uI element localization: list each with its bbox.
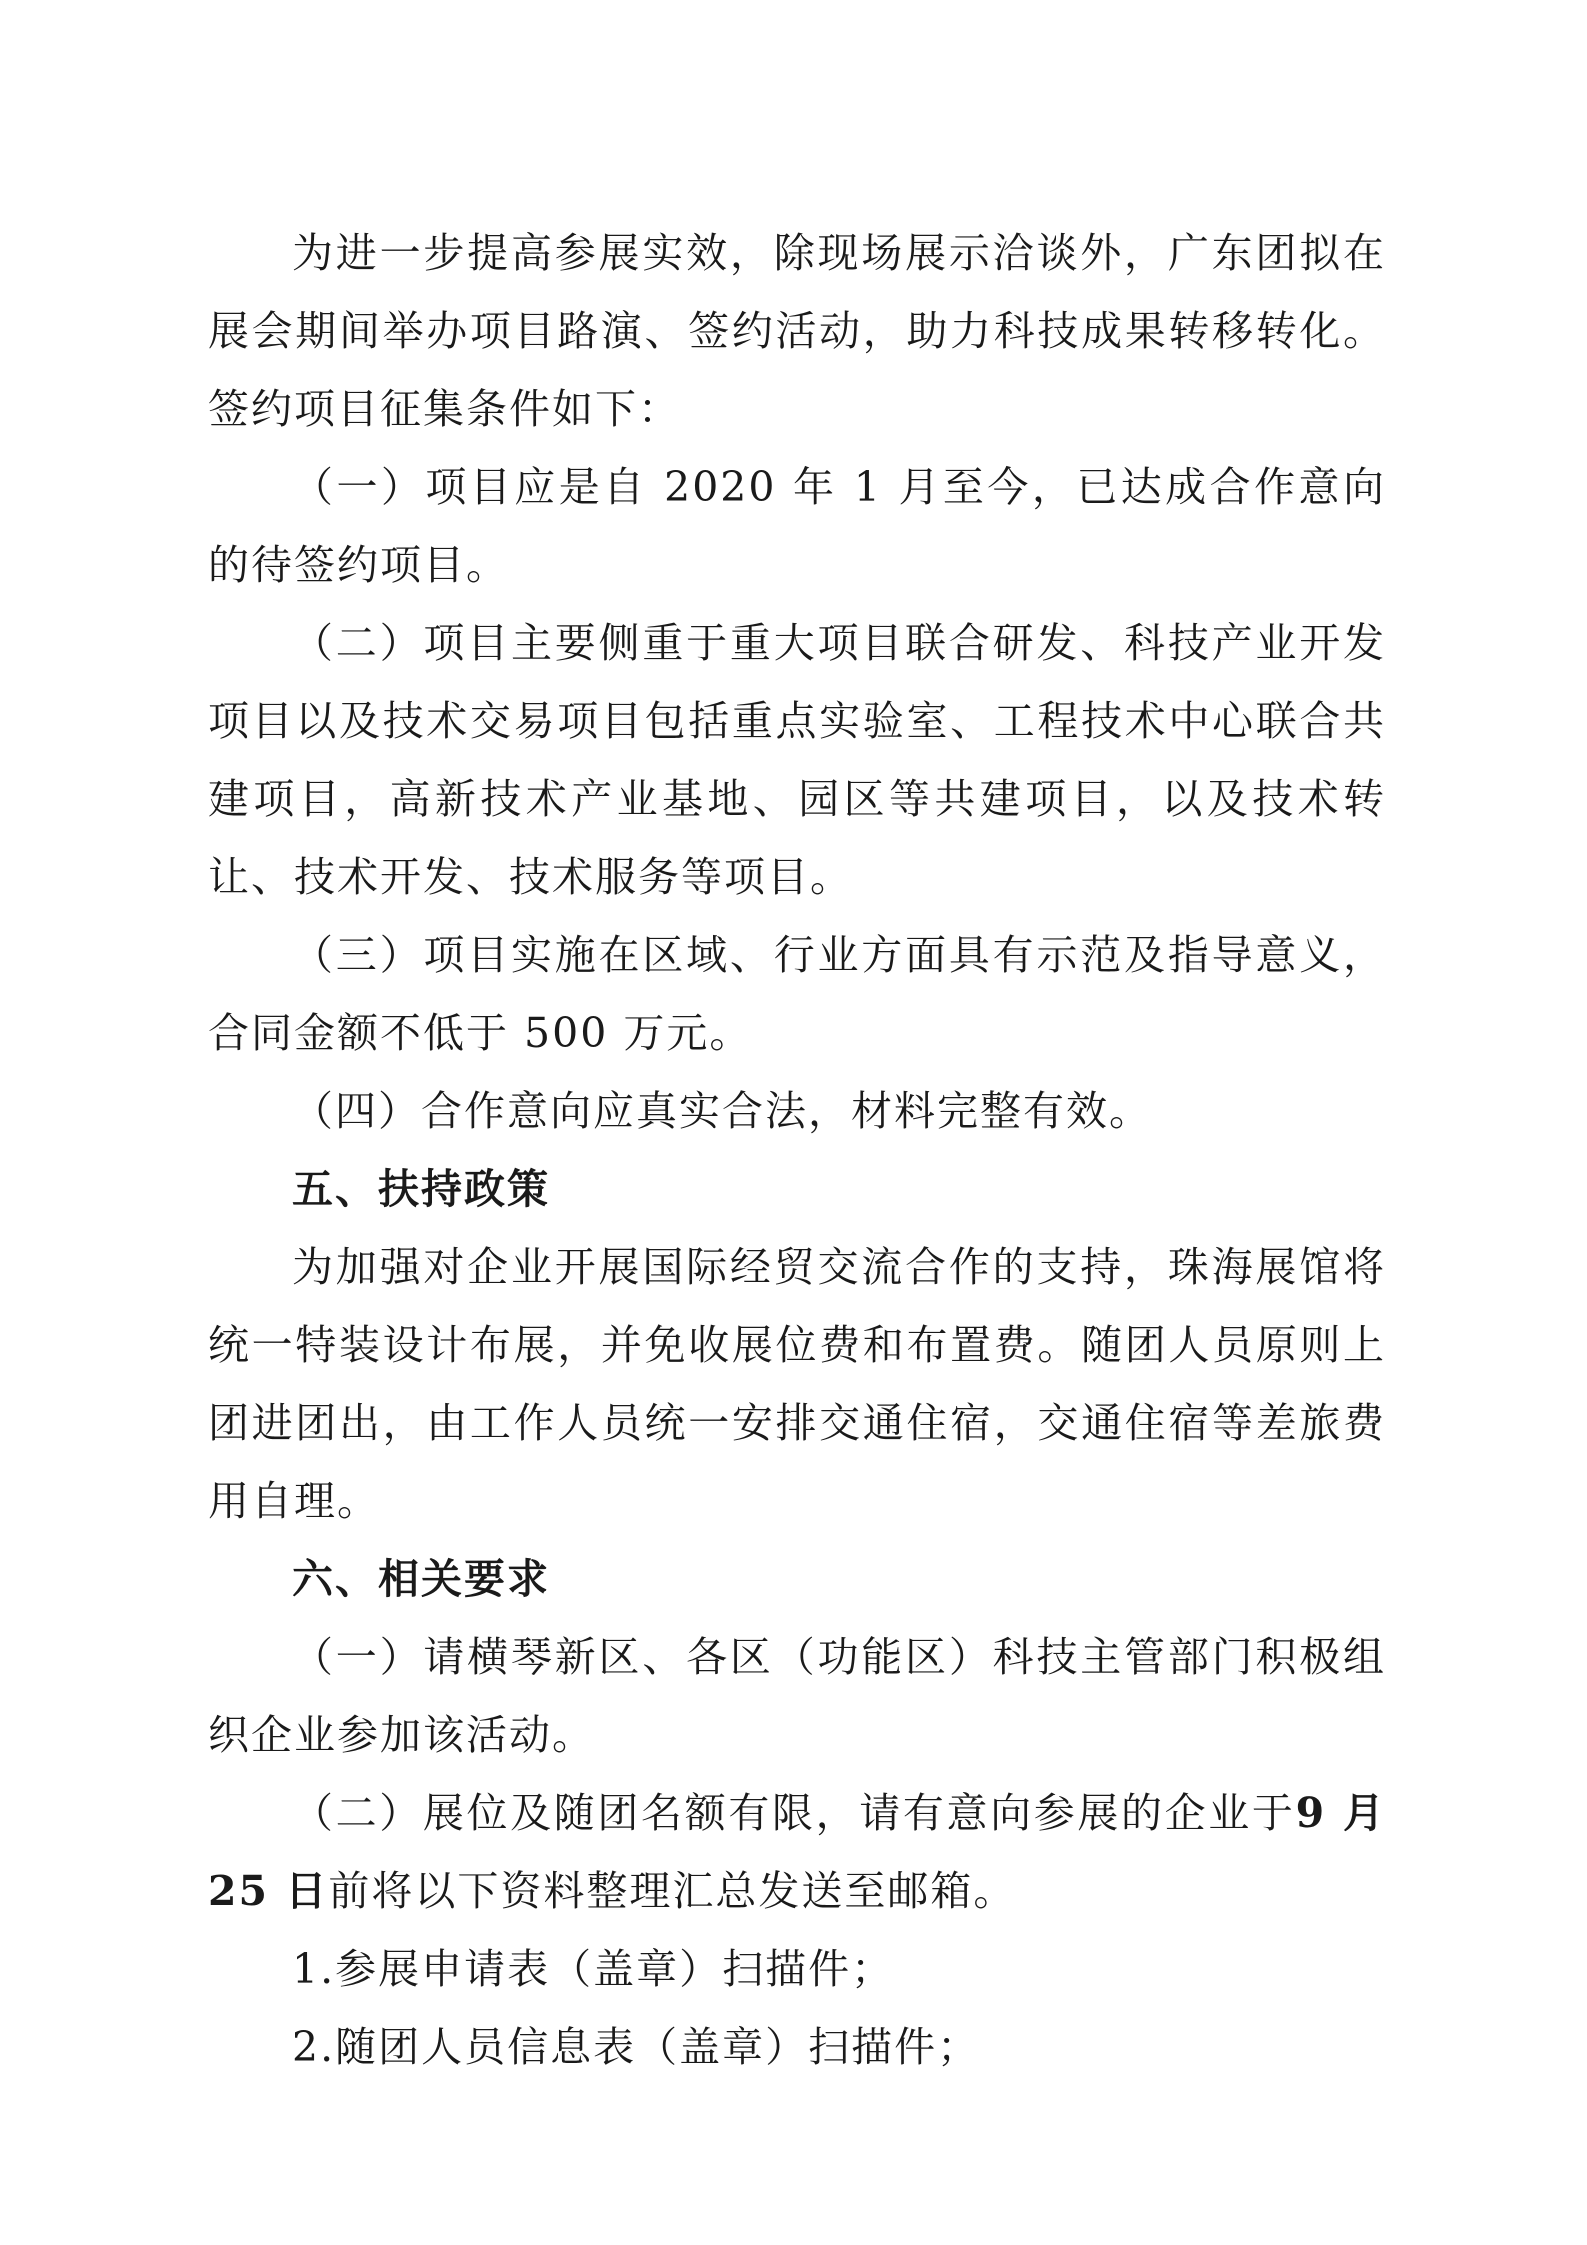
- condition-4: （四）合作意向应真实合法，材料完整有效。: [292, 1087, 1152, 1135]
- intro-paragraph: 为进一步提高参展实效，除现场展示洽谈外，广东团拟在展会期间举办项目路演、签约活动，助力科技成果转移转化。签约项目征集条件如下：: [208, 229, 1386, 433]
- list-item-1: 1.参展申请表（盖章）扫描件；: [292, 1945, 895, 1993]
- section-5-body: 为加强对企业开展国际经贸交流合作的支持，珠海展馆将统一特装设计布展，并免收展位费和布置费。随团人员原则上团进团出，由工作人员统一安排交通住宿，交通住宿等差旅费用自理。: [208, 1243, 1386, 1525]
- section-6-heading: 六、相关要求: [292, 1555, 550, 1603]
- requirement-2-prefix: （二）展位及随团名额有限，请有意向参展的企业于: [292, 1789, 1296, 1837]
- requirement-1: （一）请横琴新区、各区（功能区）科技主管部门积极组织企业参加该活动。: [208, 1633, 1386, 1759]
- deadline-date: 9 月 25 日: [208, 1789, 1386, 1915]
- list-item-2: 2.随团人员信息表（盖章）扫描件；: [292, 2023, 981, 2071]
- condition-2: （二）项目主要侧重于重大项目联合研发、科技产业开发项目以及技术交易项目包括重点实验室、工程技术中心联合共建项目，高新技术产业基地、园区等共建项目，以及技术转让、技术开发、技术服务等项目。: [208, 619, 1386, 901]
- document-page: [208, 214, 1386, 2086]
- condition-1: （一）项目应是自 2020 年 1 月至今，已达成合作意向的待签约项目。: [208, 463, 1386, 589]
- condition-3: （三）项目实施在区域、行业方面具有示范及指导意义，合同金额不低于 500 万元。: [208, 931, 1386, 1057]
- requirement-2: [208, 1774, 1386, 1930]
- requirement-2-suffix: 前将以下资料整理汇总发送至邮箱。: [328, 1867, 1017, 1915]
- section-5-heading: 五、扶持政策: [292, 1165, 550, 1213]
